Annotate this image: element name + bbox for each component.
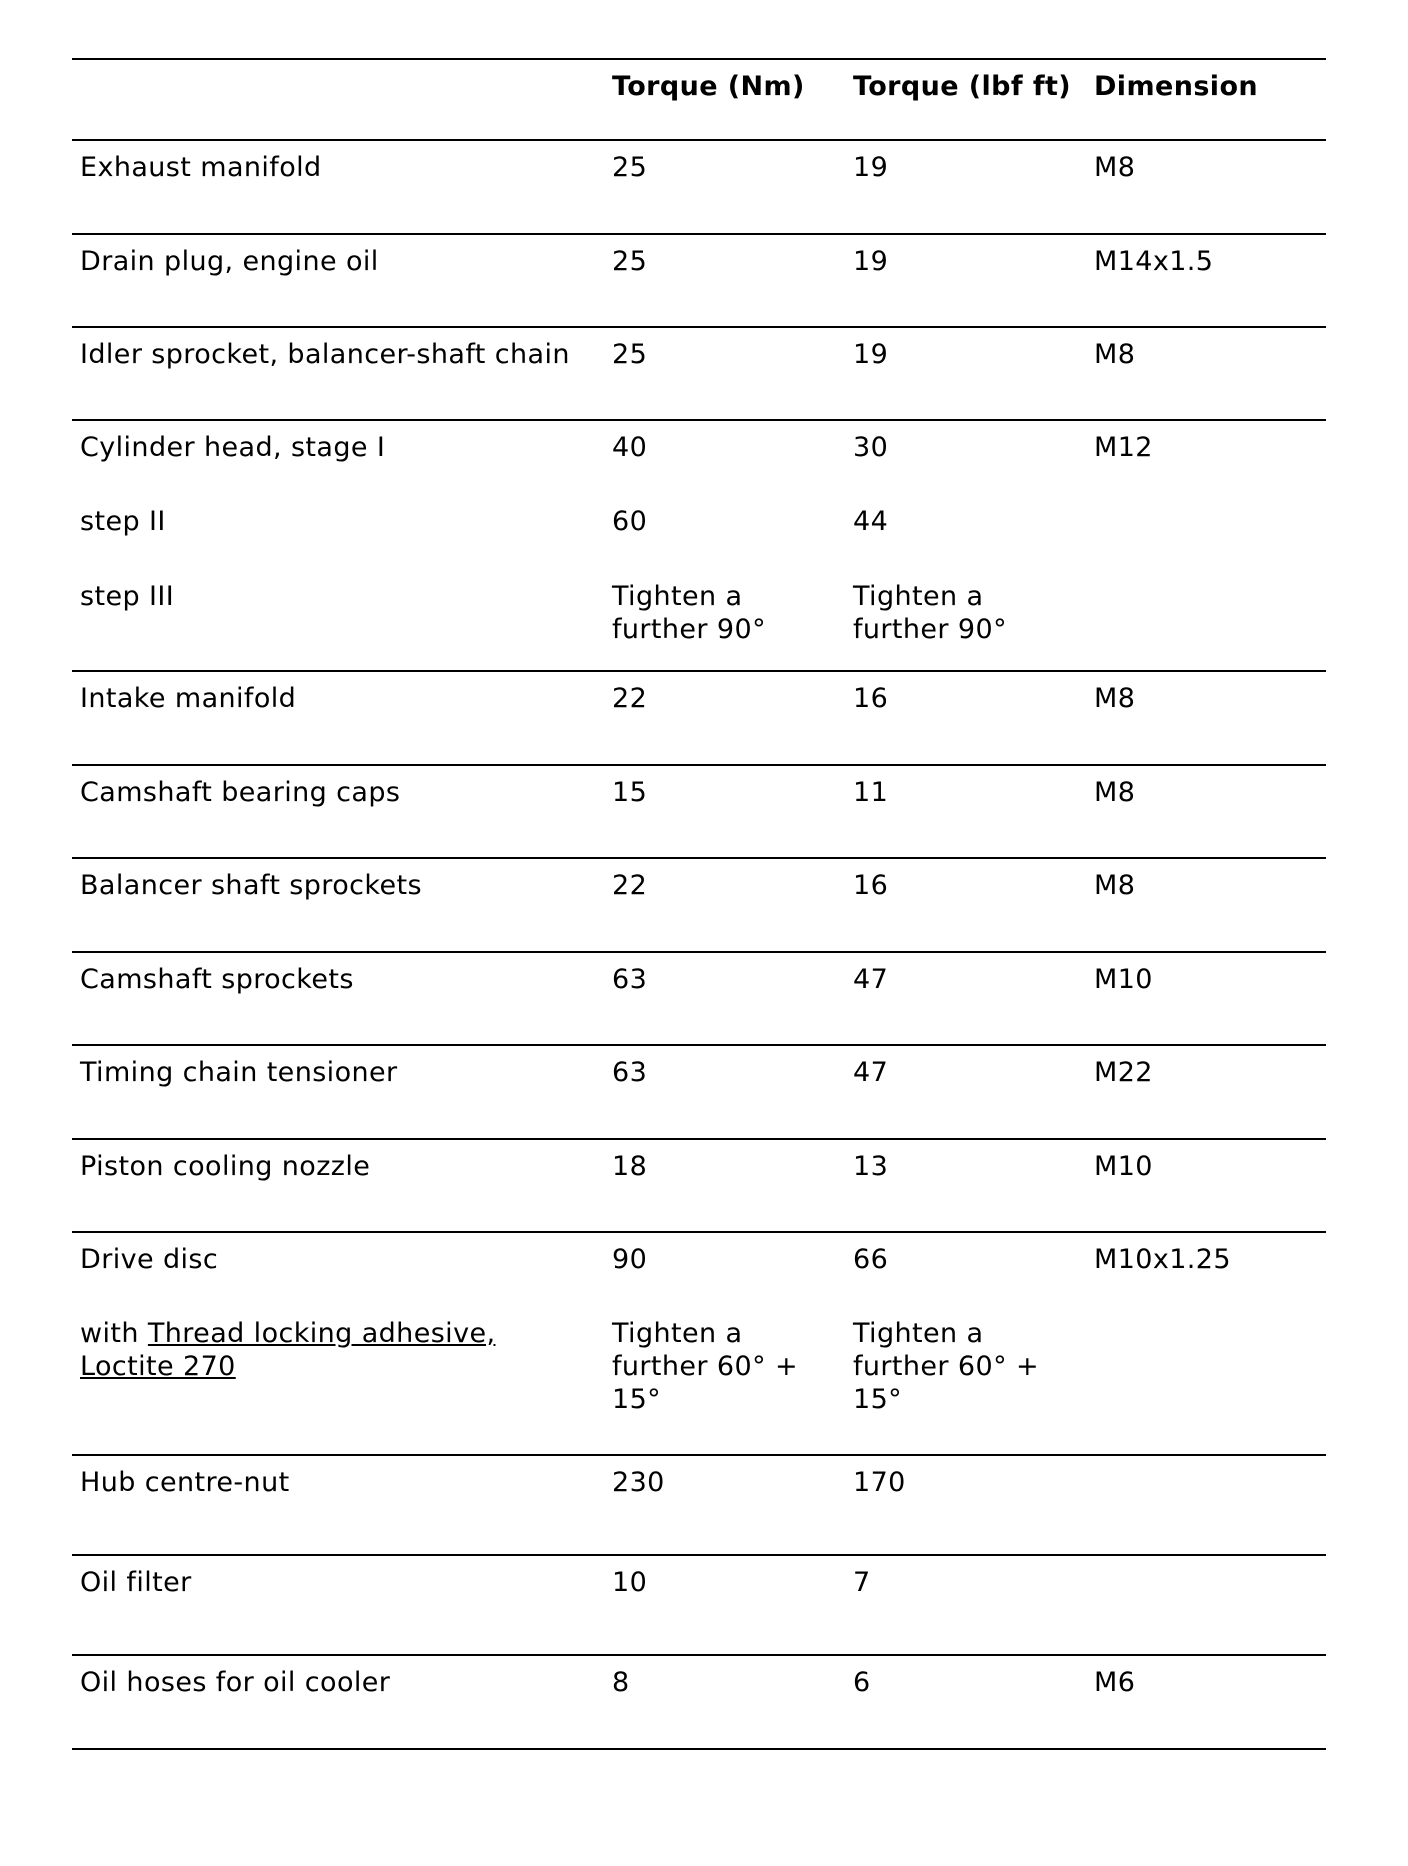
dimension-cell: M8 — [1086, 671, 1326, 765]
header-component — [72, 59, 604, 140]
torque-nm-cell: 22 — [604, 858, 845, 952]
component-cell: Drain plug, engine oil — [72, 234, 604, 327]
header-row — [72, 59, 1326, 140]
dimension-cell — [1086, 1555, 1326, 1655]
table-row — [72, 495, 1326, 570]
torque-lbf-cell: 47 — [845, 952, 1086, 1045]
component-cell: Camshaft sprockets — [72, 952, 604, 1045]
torque-nm-cell: 60 — [612, 506, 648, 537]
torque-lbf-cell: 7 — [845, 1555, 1086, 1655]
torque-lbf-cell: Tighten a further 60° + 15° — [845, 1307, 1086, 1455]
dimension-cell: M22 — [1086, 1045, 1326, 1139]
component-cell: Idler sprocket, balancer-shaft chain — [72, 327, 604, 420]
torque-nm-cell: Tighten a further 90° — [604, 570, 845, 671]
table-row — [72, 234, 1326, 327]
component-cell — [72, 1307, 604, 1455]
table-row — [72, 1307, 1326, 1455]
table-row — [72, 1455, 1326, 1555]
dimension-cell: M8 — [1086, 327, 1326, 420]
header-torque-lbf: Torque (lbf ft) — [845, 59, 1086, 140]
table-row — [72, 1232, 1326, 1307]
component-cell: Balancer shaft sprockets — [72, 858, 604, 952]
torque-nm-cell: 25 — [604, 140, 845, 234]
torque-nm-cell: 40 — [604, 420, 845, 495]
component-cell: step II — [80, 506, 166, 537]
table-row — [72, 327, 1326, 420]
torque-lbf-cell: 16 — [845, 858, 1086, 952]
torque-lbf-cell: 47 — [845, 1045, 1086, 1139]
component-cell: Oil filter — [72, 1555, 604, 1655]
table-row — [72, 1555, 1326, 1655]
dimension-cell — [1086, 495, 1326, 570]
component-cell: Oil hoses for oil cooler — [72, 1655, 604, 1749]
torque-nm-cell: 10 — [604, 1555, 845, 1655]
torque-nm-cell: Tighten a further 60° + 15° — [604, 1307, 845, 1455]
torque-lbf-cell: 30 — [845, 420, 1086, 495]
table-row — [72, 1139, 1326, 1232]
torque-lbf-cell: 13 — [845, 1139, 1086, 1232]
dimension-cell: M8 — [1086, 765, 1326, 858]
table-row — [72, 671, 1326, 765]
torque-lbf-cell: 19 — [845, 327, 1086, 420]
thread-locking-adhesive-link[interactable]: Thread locking adhesive, Loctite 270 — [80, 1318, 496, 1382]
dimension-cell — [1086, 1455, 1326, 1555]
component-cell: Exhaust manifold — [72, 140, 604, 234]
torque-nm-cell: 15 — [604, 765, 845, 858]
component-cell: Piston cooling nozzle — [72, 1139, 604, 1232]
torque-lbf-cell: 170 — [845, 1455, 1086, 1555]
torque-lbf-cell: 66 — [845, 1232, 1086, 1307]
torque-nm-cell: 230 — [604, 1455, 845, 1555]
torque-lbf-cell: 16 — [845, 671, 1086, 765]
table-row — [72, 570, 1326, 671]
table-row — [72, 140, 1326, 234]
torque-nm-cell: 63 — [604, 952, 845, 1045]
torque-nm-cell: 22 — [604, 671, 845, 765]
table-row — [72, 765, 1326, 858]
torque-lbf-cell: 11 — [845, 765, 1086, 858]
table-row — [72, 952, 1326, 1045]
torque-lbf-cell: 44 — [853, 506, 889, 537]
table-row — [72, 1045, 1326, 1139]
torque-lbf-cell: Tighten a further 90° — [845, 570, 1086, 671]
header-dimension: Dimension — [1086, 59, 1326, 140]
dimension-cell: M12 — [1086, 420, 1326, 495]
torque-nm-cell: 8 — [604, 1655, 845, 1749]
torque-lbf-cell: 19 — [845, 140, 1086, 234]
component-cell: Timing chain tensioner — [72, 1045, 604, 1139]
dimension-cell: M8 — [1086, 858, 1326, 952]
torque-nm-cell: 25 — [604, 234, 845, 327]
header-torque-nm: Torque (Nm) — [604, 59, 845, 140]
component-cell: step III — [72, 570, 604, 671]
dimension-cell: M10x1.25 — [1086, 1232, 1326, 1307]
component-prefix: with — [80, 1318, 148, 1349]
torque-lbf-cell: 6 — [845, 1655, 1086, 1749]
dimension-cell: M14x1.5 — [1086, 234, 1326, 327]
torque-nm-cell: 25 — [604, 327, 845, 420]
torque-spec-table — [72, 58, 1326, 1750]
dimension-cell: M10 — [1086, 1139, 1326, 1232]
component-cell: Hub centre-nut — [72, 1455, 604, 1555]
torque-lbf-cell: 19 — [845, 234, 1086, 327]
component-cell: Cylinder head, stage I — [72, 420, 604, 495]
component-cell: Intake manifold — [72, 671, 604, 765]
dimension-cell — [1086, 570, 1326, 671]
dimension-cell: M8 — [1086, 140, 1326, 234]
dimension-cell: M6 — [1086, 1655, 1326, 1749]
dimension-cell: M10 — [1086, 952, 1326, 1045]
dimension-cell — [1086, 1307, 1326, 1455]
component-cell: Drive disc — [72, 1232, 604, 1307]
table-row — [72, 420, 1326, 495]
torque-nm-cell: 90 — [604, 1232, 845, 1307]
table-row — [72, 1655, 1326, 1749]
component-cell: Camshaft bearing caps — [72, 765, 604, 858]
torque-nm-cell: 63 — [604, 1045, 845, 1139]
table-row — [72, 858, 1326, 952]
torque-nm-cell: 18 — [604, 1139, 845, 1232]
